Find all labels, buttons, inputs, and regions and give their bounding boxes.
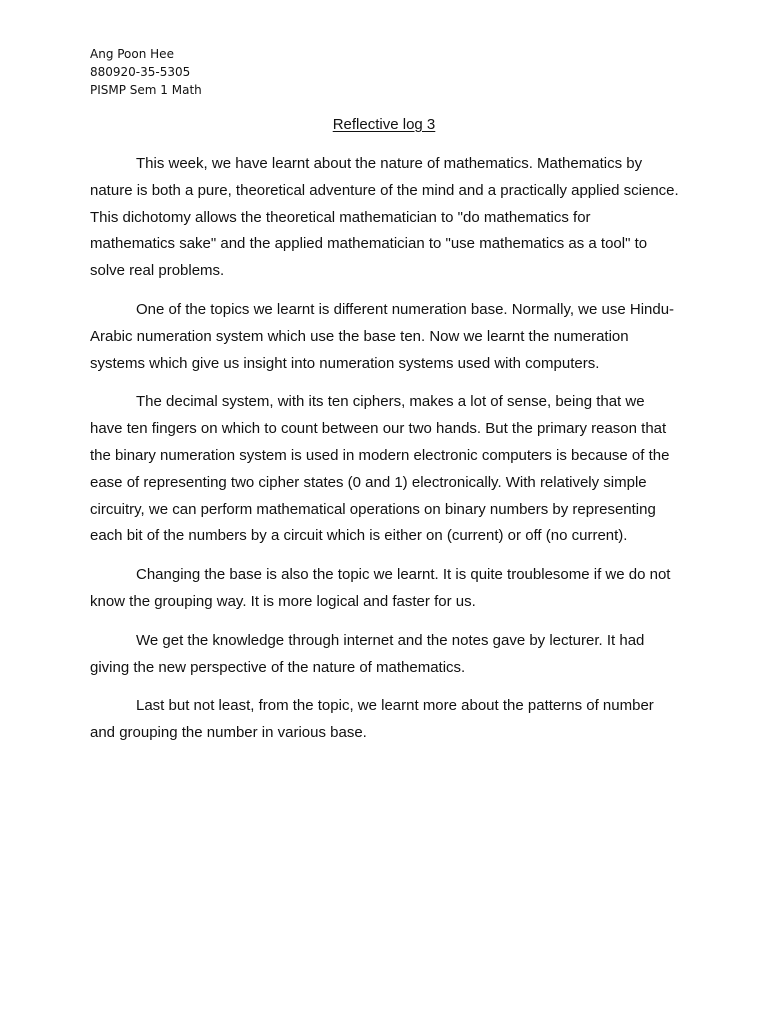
paragraph-4 <box>90 562 686 616</box>
text-line: each bit of the numbers by a circuit which is either on (current) or off (no current). <box>90 527 628 545</box>
paragraph-5 <box>90 628 686 682</box>
paragraph-1 <box>90 151 686 285</box>
text-line: solve real problems. <box>90 262 225 280</box>
text-line: One of the topics we learnt is different numeration base. Normally, we use Hindu- <box>136 300 675 318</box>
text-line: systems which give us insight into numeration systems used with computers. <box>90 354 600 372</box>
document-title-wrap <box>0 115 768 135</box>
text-line: circuitry, we can perform mathematical operations on binary numbers by representing <box>90 500 656 518</box>
author-block <box>90 45 202 99</box>
text-line: Changing the base is also the topic we learnt. It is quite troublesome if we do not <box>136 566 671 584</box>
author-name: Ang Poon Hee <box>90 47 174 61</box>
text-line: giving the new perspective of the nature of mathematics. <box>90 658 466 676</box>
author-course: PISMP Sem 1 Math <box>90 83 202 97</box>
text-line: We get the knowledge through internet and the notes gave by lecturer. It had <box>136 631 645 649</box>
document-body <box>90 151 686 759</box>
paragraph-3 <box>90 389 686 550</box>
author-id-number: 880920-35-5305 <box>90 65 191 79</box>
text-line: mathematics sake" and the applied mathematician to "use mathematics as a tool" to <box>90 235 648 253</box>
paragraph-6 <box>90 693 686 747</box>
text-line: know the grouping way. It is more logical and faster for us. <box>90 592 476 610</box>
text-line: The decimal system, with its ten ciphers, makes a lot of sense, being that we <box>136 393 645 411</box>
text-line: Last but not least, from the topic, we learnt more about the patterns of number <box>136 697 654 715</box>
text-line: ease of representing two cipher states (0 and 1) electronically. With relatively simple <box>90 473 647 491</box>
text-line: the binary numeration system is used in modern electronic computers is because of the <box>90 446 670 464</box>
paragraph-2 <box>90 297 686 377</box>
text-line: and grouping the number in various base. <box>90 724 367 742</box>
text-line: have ten fingers on which to count between our two hands. But the primary reason that <box>90 420 667 438</box>
text-line: This dichotomy allows the theoretical mathematician to "do mathematics for <box>90 208 591 226</box>
text-line: This week, we have learnt about the nature of mathematics. Mathematics by <box>136 155 643 172</box>
text-line: Arabic numeration system which use the base ten. Now we learnt the numeration <box>90 327 629 345</box>
text-line: nature is both a pure, theoretical adventure of the mind and a practically applied science. <box>90 181 679 199</box>
document-title: Reflective log 3 <box>332 116 436 133</box>
